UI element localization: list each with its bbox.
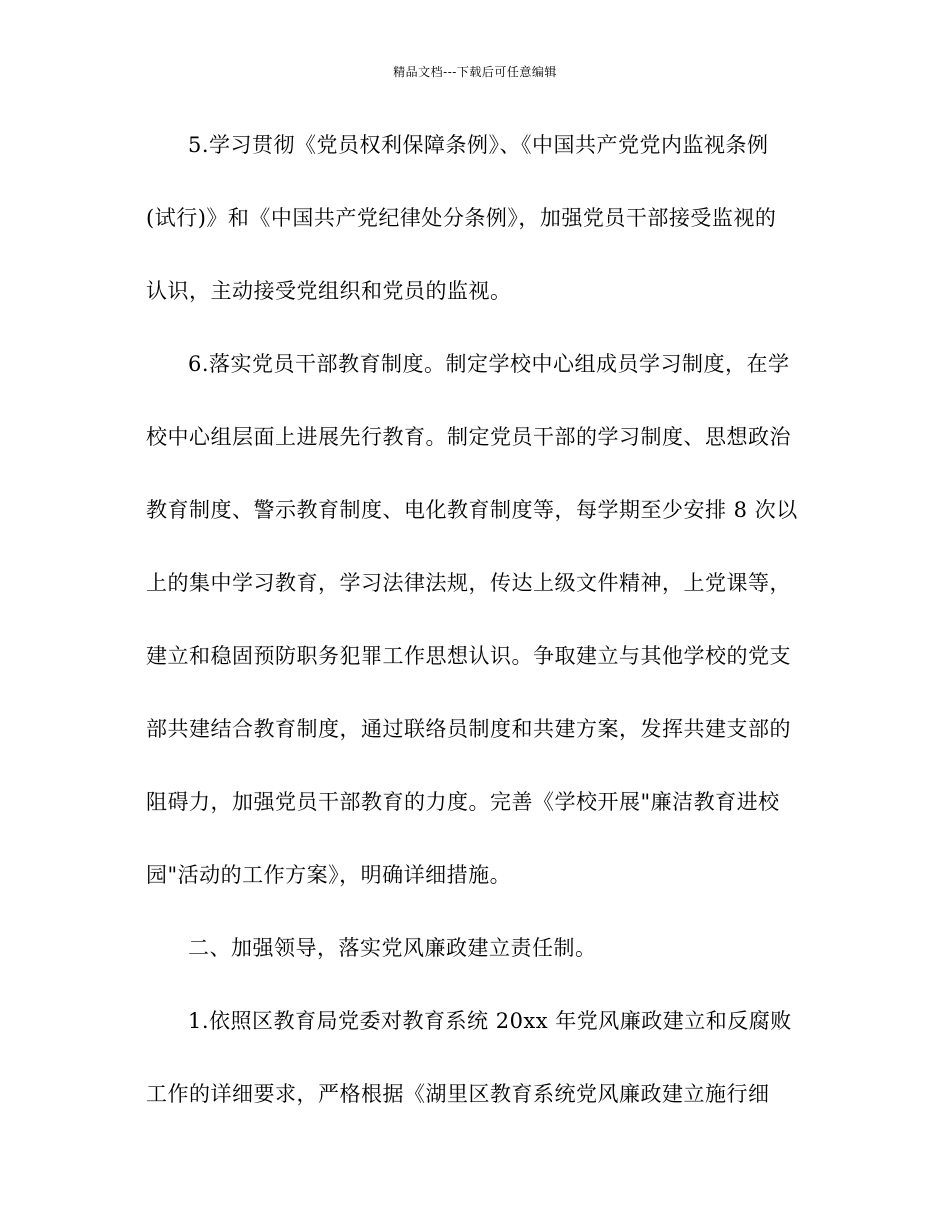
paragraph-6-line-1: 6.落实党员干部教育制度。制定学校中心组成员学习制度，在学 [188, 352, 790, 376]
paragraph-6-line-8: 园"活动的工作方案》，明确详细措施。 [146, 863, 512, 887]
paragraph-5-line-1: 5.学习贯彻《党员权利保障条例》、《中国共产党党内监视条例 [188, 133, 769, 157]
paragraph-5-line-2: (试行)》和《中国共产党纪律处分条例》，加强党员干部接受监视的 [146, 206, 777, 230]
paragraph-6-line-7: 阻碍力，加强党员干部教育的力度。完善《学校开展"廉洁教育进校 [146, 790, 780, 814]
document-body [146, 120, 806, 1142]
paragraph-1-line-1: 1.依照区教育局党委对教育系统 20xx 年党风廉政建立和反腐败 [188, 1009, 792, 1033]
section-heading-2: 二、加强领导，落实党风廉政建立责任制。 [188, 936, 597, 960]
paragraph-6-line-3: 教育制度、警示教育制度、电化教育制度等，每学期至少安排 8 次以 [146, 498, 798, 522]
paragraph-6-line-2: 校中心组层面上进展先行教育。制定党员干部的学习制度、思想政治 [146, 425, 791, 449]
paragraph-1-line-2: 工作的详细要求，严格根据《湖里区教育系统党风廉政建立施行细 [146, 1082, 770, 1106]
paragraph-5-line-3: 认识，主动接受党组织和党员的监视。 [146, 279, 512, 303]
paragraph-6-line-4: 上的集中学习教育，学习法律法规，传达上级文件精神，上党课等， [146, 571, 791, 595]
paragraph-6-line-5: 建立和稳固预防职务犯罪工作思想认识。争取建立与其他学校的党支 [146, 644, 791, 668]
page-header: 精品文档---下载后可任意编辑 [393, 65, 557, 79]
paragraph-6-line-6: 部共建结合教育制度，通过联络员制度和共建方案，发挥共建支部的 [146, 717, 791, 741]
